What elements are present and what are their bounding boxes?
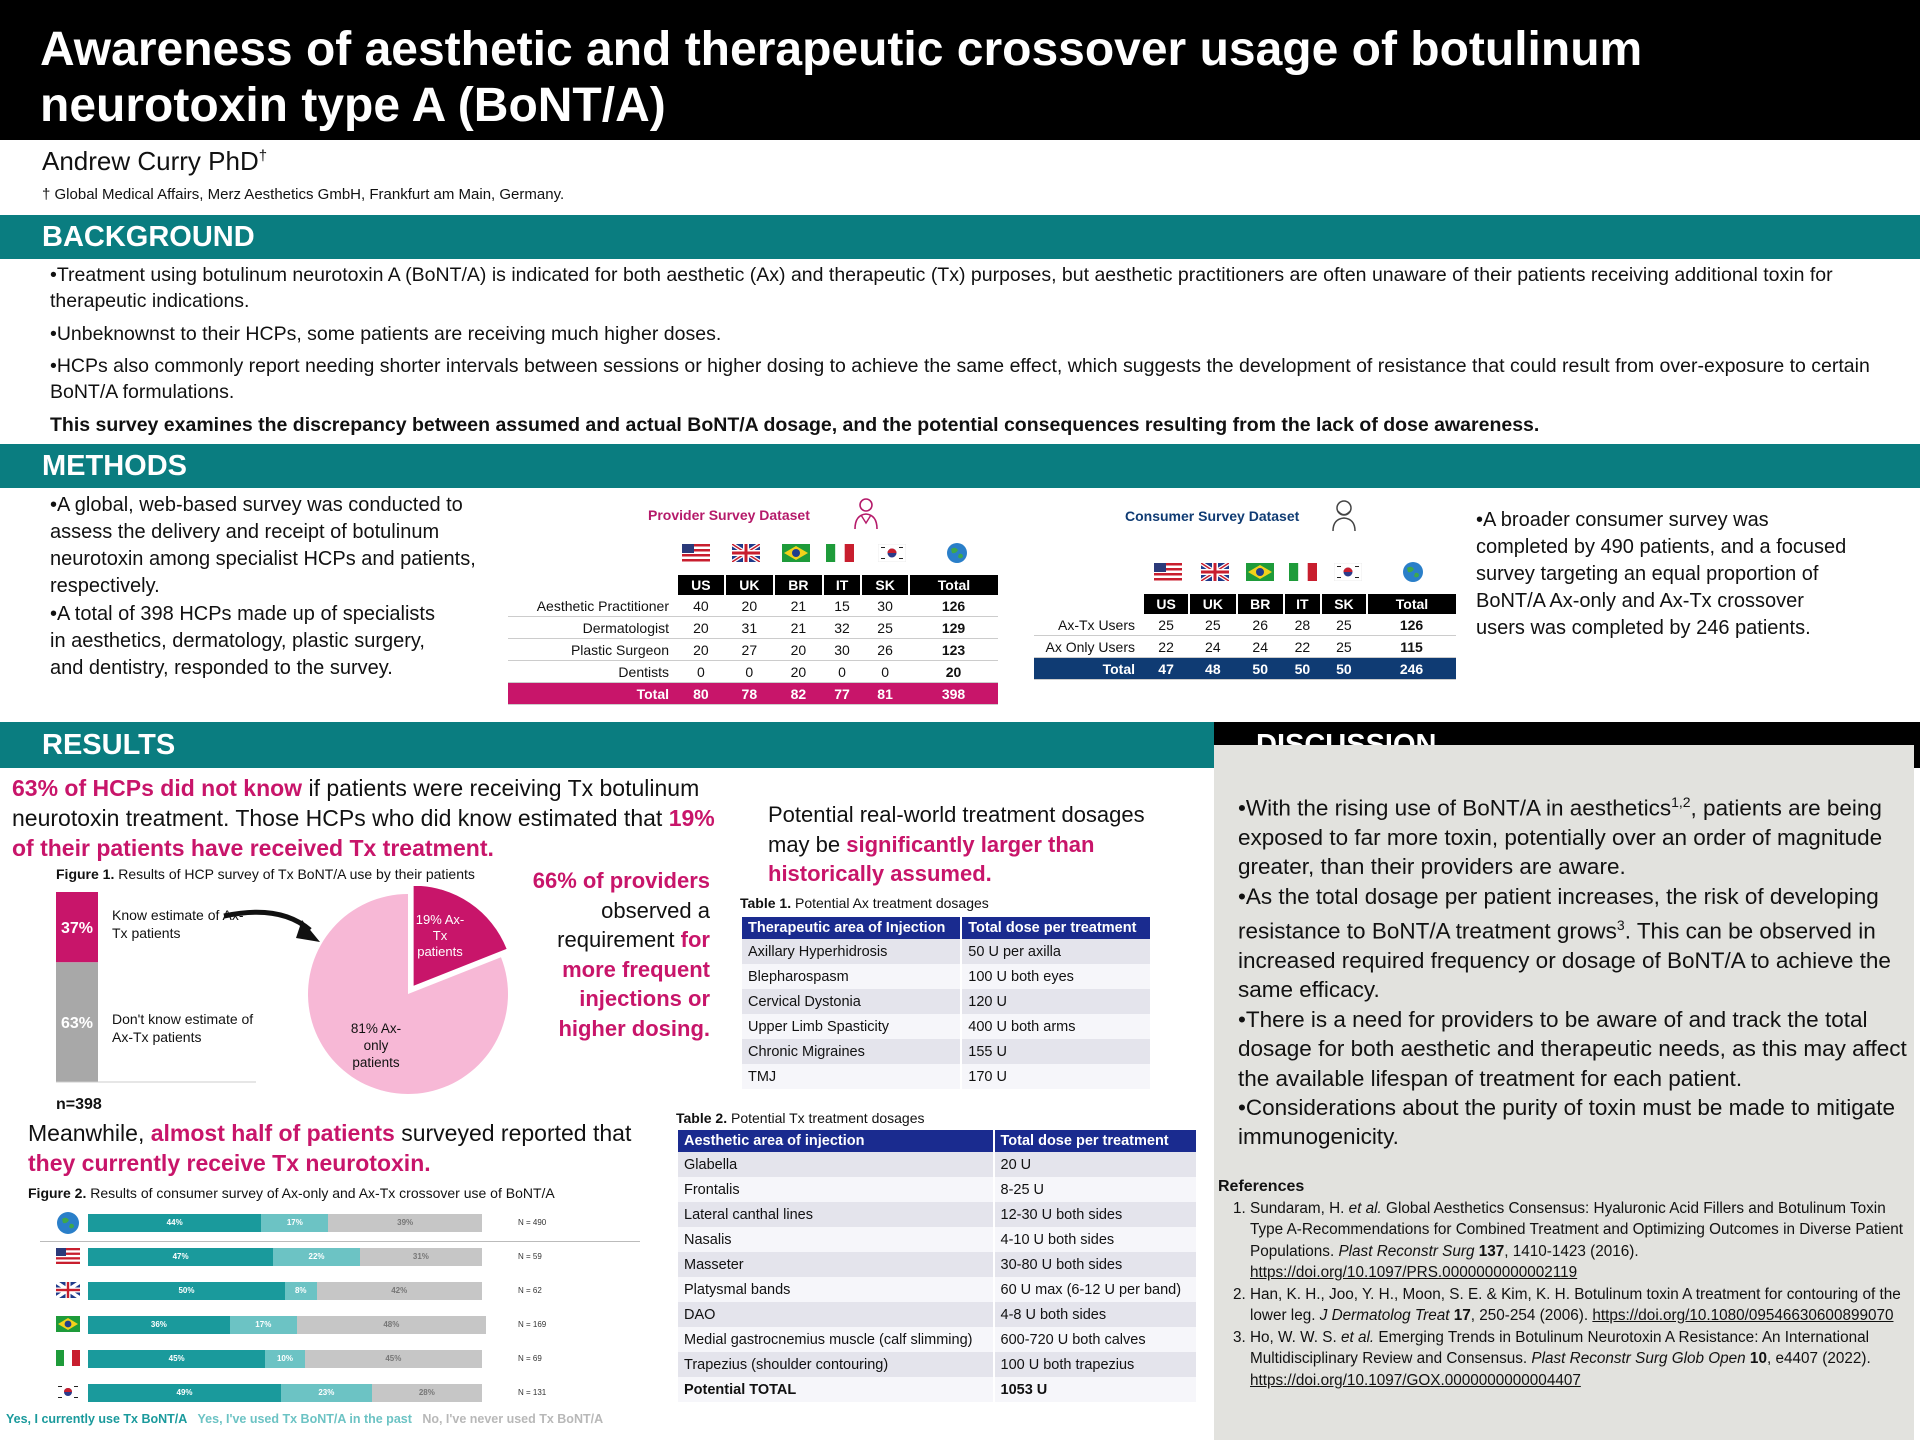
reference-item	[1250, 1198, 1910, 1284]
consumer-cell: 26	[1237, 614, 1284, 636]
headline-highlight-2: 19% of their patients have received Tx treatment.	[12, 805, 715, 861]
author-mark: †	[258, 147, 268, 165]
provider-cell: 20	[677, 617, 725, 639]
table2-label: Table 2.	[676, 1110, 728, 1126]
provider-cell: 398	[909, 683, 998, 705]
ref-doi-link[interactable]: https://doi.org/10.1097/PRS.0000000000002119	[1250, 1264, 1578, 1281]
provider-cell: 82	[774, 683, 823, 705]
fig1-dont-know-label: Don't know estimate of Ax-Tx patients	[112, 1011, 254, 1045]
table2-row	[677, 1227, 1196, 1252]
consumer-cell: 115	[1367, 636, 1456, 658]
table1-cell: 50 U per axilla	[961, 939, 1150, 964]
table2-cell: 30-80 U both sides	[994, 1252, 1197, 1277]
provider-cell: 31	[725, 617, 774, 639]
consumer-cell: 24	[1237, 636, 1284, 658]
consumer-row-label: Ax Only Users	[1034, 636, 1143, 658]
provider-cell: 20	[725, 595, 774, 617]
disc-p2a: •As the total dosage per patient increases, the risk of developing resistance to BoNT/A treatment grows	[1238, 883, 1879, 944]
ref-text: Ho, W. W. S.	[1250, 1328, 1341, 1346]
table1-cell: 100 U both eyes	[961, 964, 1150, 989]
table2-cell: Trapezius (shoulder contouring)	[677, 1352, 994, 1377]
author	[42, 146, 267, 177]
disc-p2b: . This can be observed in increased required frequency or dosage of BoNT/A to achieve the same efficacy.	[1238, 918, 1891, 1003]
ref-text: , 250-254 (2006).	[1470, 1307, 1593, 1324]
flag-kr-icon	[1334, 563, 1362, 586]
ref-text: Global Aesthetics Consensus: Hyaluronic Acid Fillers and Botulinum Toxin Type A-Recommendations for Combined Treatment and Optimizing Outcomes in Diverse Patient Populations.	[1250, 1199, 1903, 1260]
provider-cell: 21	[774, 617, 823, 639]
potential-highlight: significantly larger than historically assumed.	[768, 831, 1095, 886]
ref-journal: J Dermatolog Treat	[1319, 1307, 1450, 1324]
discussion-point-4: •Considerations about the purity of toxin must be made to mitigate immunogenicity.	[1238, 1095, 1895, 1150]
table2-cell: Masseter	[677, 1252, 994, 1277]
table1-header: Total dose per treatment	[961, 917, 1150, 939]
table1-cell: Upper Limb Spasticity	[741, 1014, 961, 1039]
table1-header: Therapeutic area of Injection	[741, 917, 961, 939]
fig2-bar-segment: 48%	[297, 1316, 486, 1334]
table1-row	[741, 1064, 1150, 1089]
headline-highlight: 63% of HCPs did not know	[12, 775, 303, 801]
globe-icon	[56, 1211, 80, 1240]
provider-cell: 0	[823, 661, 861, 683]
provider-cell: 27	[725, 639, 774, 661]
ref-text: Han, K. H., Joo, Y. H., Moon, S. E. & Kim, K. H. Botulinum toxin A treatment for contouring of the lower leg.	[1250, 1285, 1901, 1324]
table2-cell: Potential TOTAL	[677, 1377, 994, 1402]
fig2-bar-segment: 49%	[88, 1384, 281, 1402]
fig2-n-label: N = 169	[518, 1320, 547, 1329]
table2-row	[677, 1202, 1196, 1227]
table1-cell: Chronic Migraines	[741, 1039, 961, 1064]
consumer-cell: 126	[1367, 614, 1456, 636]
methods-consumer-bullet: •A broader consumer survey was completed by 490 patients, and a focused survey targeting an equal proportion of BoNT/A Ax-only and Ax-Tx crossover users was completed by 246 patients.	[1476, 509, 1847, 639]
consumer-cell: 47	[1143, 658, 1189, 680]
consumer-cell: 24	[1189, 636, 1236, 658]
fig1-n: n=398	[56, 1096, 102, 1113]
fig1-bar-know-value: 37%	[60, 920, 94, 938]
col-header: UK	[1189, 594, 1236, 614]
provider-row-label: Dentists	[508, 661, 677, 683]
provider-cell: 0	[725, 661, 774, 683]
table2-caption	[676, 1110, 925, 1126]
consumer-cell: 50	[1284, 658, 1321, 680]
consumer-row	[1034, 636, 1456, 658]
provider-cell: 129	[909, 617, 998, 639]
table1-cell: Cervical Dystonia	[741, 989, 961, 1014]
provider-row	[508, 639, 998, 661]
disc-p1b: , patients are being exposed to far more toxin, potentially over an order of magnitude greater, than their providers are aware.	[1238, 795, 1883, 880]
ref-etal: et al.	[1348, 1199, 1382, 1217]
background-bullet-2: •Unbeknownst to their HCPs, some patients are receiving much higher doses.	[50, 323, 722, 345]
ref-journal: Plast Reconstr Surg Glob Open	[1531, 1350, 1746, 1367]
col-header: IT	[823, 575, 861, 595]
consumer-cell: 48	[1189, 658, 1236, 680]
flag-us-icon	[1154, 563, 1182, 586]
table1-cell: Blepharospasm	[741, 964, 961, 989]
flag-br-icon	[782, 544, 810, 567]
provider-cell: 32	[823, 617, 861, 639]
references-list	[1218, 1198, 1910, 1392]
provider-row	[508, 617, 998, 639]
fig2-bar-segment: 17%	[230, 1316, 297, 1334]
provider-cell: 78	[725, 683, 774, 705]
affiliation: † Global Medical Affairs, Merz Aesthetics GmbH, Frankfurt am Main, Germany.	[42, 186, 565, 203]
flag-us-icon	[56, 1248, 80, 1269]
background-bullet-3: •HCPs also commonly report needing shorter intervals between sessions or higher dosing to achieve the same effect, which suggests the development of resistance that could result from over-exposure to certain BoNT/A formulations.	[50, 355, 1870, 403]
table2-cell: 60 U max (6-12 U per band)	[994, 1277, 1197, 1302]
results-heading: RESULTS	[0, 722, 1214, 768]
table1-row	[741, 989, 1150, 1014]
ref-etal: et al.	[1340, 1328, 1375, 1346]
table2-row	[677, 1327, 1196, 1352]
table2-cell: 600-720 U both calves	[994, 1327, 1197, 1352]
provider-row-label: Aesthetic Practitioner	[508, 595, 677, 617]
table2-row	[677, 1302, 1196, 1327]
fig2-bar-segment: 45%	[88, 1350, 265, 1368]
legend-past: Yes, I've used Tx BoNT/A in the past	[197, 1412, 412, 1426]
provider-row-label: Plastic Surgeon	[508, 639, 677, 661]
provider-cell: 80	[677, 683, 725, 705]
fig2-bar-segment: 47%	[88, 1248, 273, 1266]
table2-row	[677, 1352, 1196, 1377]
table1-cell: 400 U both arms	[961, 1014, 1150, 1039]
provider-dataset-title: Provider Survey Dataset	[648, 507, 810, 523]
table2-cell: 4-10 U both sides	[994, 1227, 1197, 1252]
figure1-caption-text: Results of HCP survey of Tx BoNT/A use by their patients	[114, 866, 475, 882]
figure2-chart	[0, 0, 1, 1]
table2-caption-text: Potential Tx treatment dosages	[727, 1110, 925, 1126]
methods-bullet-1: •A global, web-based survey was conducted to assess the delivery and receipt of botulinum neurotoxin among specialist HCPs and patients, respectively.	[50, 494, 476, 597]
globe-icon	[1402, 561, 1424, 588]
provider-cell: 20	[774, 639, 823, 661]
consumer-cell: 25	[1321, 614, 1367, 636]
consumer-cell: 22	[1284, 636, 1321, 658]
table2-cell: Glabella	[677, 1152, 994, 1177]
fig2-n-label: N = 59	[518, 1252, 542, 1261]
disc-p1a: •With the rising use of BoNT/A in aesthetics	[1238, 795, 1672, 821]
table1-cell: 120 U	[961, 989, 1150, 1014]
provider-cell: 21	[774, 595, 823, 617]
provider-cell: 20	[909, 661, 998, 683]
flag-kr-icon	[56, 1384, 80, 1405]
ref-text: , 1410-1423 (2016).	[1504, 1242, 1639, 1260]
flag-kr-icon	[878, 544, 906, 567]
globe-icon	[946, 542, 968, 569]
poster-title: Awareness of aesthetic and therapeutic crossover usage of botulinum neurotoxin type A (BoNT/A)	[40, 23, 1643, 132]
provider-cell: 15	[823, 595, 861, 617]
discussion-point-1	[1238, 788, 1908, 882]
consumer-cell: 22	[1143, 636, 1189, 658]
discussion-text	[1238, 788, 1908, 1152]
fig1-know-label: Know estimate of Ax-Tx patients	[112, 907, 244, 941]
fig2-n-label: N = 490	[518, 1218, 547, 1227]
col-header: US	[677, 575, 725, 595]
fig2-bar-segment: 36%	[88, 1316, 230, 1334]
provider-cell: 25	[861, 617, 909, 639]
flag-br-icon	[1246, 563, 1274, 586]
provider-cell: 77	[823, 683, 861, 705]
provider-cell: 0	[861, 661, 909, 683]
ref-text: , e4407 (2022).	[1766, 1350, 1871, 1367]
meanwhile-a: Meanwhile,	[28, 1120, 151, 1146]
provider-cell: 123	[909, 639, 998, 661]
table1-row	[741, 1039, 1150, 1064]
flag-uk-icon	[732, 544, 760, 567]
meanwhile-highlight-2: they currently receive Tx neurotoxin.	[28, 1150, 431, 1176]
side-for: for	[680, 927, 710, 952]
fig2-bar-segment: 17%	[261, 1214, 328, 1232]
consumer-cell: 28	[1284, 614, 1321, 636]
fig2-bar-segment: 42%	[317, 1282, 482, 1300]
flag-uk-icon	[1201, 563, 1229, 586]
disc-p1-sup: 1,2	[1671, 794, 1691, 810]
headline-text: if patients were receiving Tx botulinum neurotoxin treatment. Those HCPs who did know estimated that	[12, 775, 700, 831]
table2-cell: 8-25 U	[994, 1177, 1197, 1202]
ref-text: Sundaram, H.	[1250, 1199, 1349, 1217]
fig2-n-label: N = 131	[518, 1388, 547, 1397]
consumer-table	[1034, 594, 1456, 680]
table2-cell: 100 U both trapezius	[994, 1352, 1197, 1377]
legend-never: No, I've never used Tx BoNT/A	[422, 1412, 604, 1426]
legend-current: Yes, I currently use Tx BoNT/A	[6, 1412, 188, 1426]
provider-table	[508, 575, 998, 705]
provider-row-label: Total	[508, 683, 677, 705]
table1-cell: 155 U	[961, 1039, 1150, 1064]
ref-volume: 17	[1449, 1307, 1471, 1324]
fig1-bar-dont-know-value: 63%	[60, 1015, 94, 1033]
table2-cell: 20 U	[994, 1152, 1197, 1177]
table1-caption-text: Potential Ax treatment dosages	[791, 895, 989, 911]
fig2-bar-segment: 45%	[305, 1350, 482, 1368]
table1-cell: 170 U	[961, 1064, 1150, 1089]
figure2-label: Figure 2.	[28, 1185, 87, 1201]
references-heading: References	[1218, 1178, 1305, 1195]
flag-uk-icon	[56, 1282, 80, 1303]
doctor-icon	[852, 496, 880, 530]
table2-header: Aesthetic area of injection	[677, 1130, 994, 1152]
methods-heading: METHODS	[0, 444, 1920, 488]
table2-cell: Medial gastrocnemius muscle (calf slimming)	[677, 1327, 994, 1352]
fig2-bar-segment: 39%	[328, 1214, 482, 1232]
col-header: UK	[725, 575, 774, 595]
consumer-cell: 246	[1367, 658, 1456, 680]
provider-cell: 30	[861, 595, 909, 617]
col-header: IT	[1284, 594, 1321, 614]
table2-header: Total dose per treatment	[994, 1130, 1197, 1152]
provider-row	[508, 683, 998, 705]
table2-cell: Frontalis	[677, 1177, 994, 1202]
meanwhile-text	[28, 1118, 668, 1178]
col-header: SK	[1321, 594, 1367, 614]
disc-p2-sup: 3	[1616, 917, 1625, 934]
ref-volume: 137	[1474, 1242, 1505, 1260]
table2-row	[677, 1377, 1196, 1402]
fig2-bar-segment: 50%	[88, 1282, 285, 1300]
methods-bullet-2: •A total of 398 HCPs made up of specialists in aesthetics, dermatology, plastic surgery, and dentistry, responded to the survey.	[50, 603, 435, 679]
figure1-label: Figure 1.	[56, 866, 115, 882]
col-header: SK	[861, 575, 909, 595]
provider-cell: 20	[774, 661, 823, 683]
col-header: Total	[1367, 594, 1456, 614]
table1-cell: Axillary Hyperhidrosis	[741, 939, 961, 964]
providers-observation	[520, 866, 710, 1043]
flag-it-icon	[1289, 563, 1317, 586]
consumer-cell: 25	[1321, 636, 1367, 658]
table1-row	[741, 939, 1150, 964]
table2-row	[677, 1252, 1196, 1277]
col-header: BR	[774, 575, 823, 595]
fig2-bar-segment: 28%	[372, 1384, 482, 1402]
references	[1218, 1176, 1910, 1391]
pie-large-label: 81% Ax-only patients	[350, 1021, 402, 1070]
ref-doi-link[interactable]: https://doi.org/10.1080/09546630600899070	[1592, 1307, 1894, 1324]
flag-it-icon	[56, 1350, 80, 1371]
table2-cell: 4-8 U both sides	[994, 1302, 1197, 1327]
col-header: US	[1143, 594, 1189, 614]
results-headline	[12, 773, 732, 863]
discussion-point-3: •There is a need for providers to be aware of and track the total dosage for both aesthetic and therapeutic needs, as this may affect the available lifespan of treatment for each patient.	[1238, 1006, 1907, 1091]
background-bullet-1: •Treatment using botulinum neurotoxin A (BoNT/A) is indicated for both aesthetic (Ax) and therapeutic (Tx) purposes, but aesthetic practitioners are often unaware of their patients receiving additional toxin for therapeutic indications.	[50, 264, 1833, 312]
provider-cell: 40	[677, 595, 725, 617]
table1-caption	[740, 895, 989, 911]
fig2-bar-segment: 10%	[265, 1350, 304, 1368]
potential-dosages	[768, 800, 1168, 889]
table2-cell: 12-30 U both sides	[994, 1202, 1197, 1227]
provider-row	[508, 661, 998, 683]
table2-row	[677, 1177, 1196, 1202]
consumer-row-label: Ax-Tx Users	[1034, 614, 1143, 636]
fig2-divider	[40, 1241, 640, 1242]
meanwhile-highlight: almost half of patients	[150, 1120, 395, 1146]
author-name: Andrew Curry PhD	[42, 146, 259, 176]
provider-cell: 0	[677, 661, 725, 683]
consumer-row	[1034, 658, 1456, 680]
discussion-point-2	[1238, 882, 1908, 1005]
side-highlight: 66% of providers	[532, 868, 710, 893]
fig2-bar-segment: 8%	[285, 1282, 317, 1300]
figure2-caption-text: Results of consumer survey of Ax-only and Ax-Tx crossover use of BoNT/A	[86, 1185, 555, 1201]
background-statement: This survey examines the discrepancy between assumed and actual BoNT/A dosage, and the potential consequences resulting from the lack of dose awareness.	[50, 414, 1540, 436]
table2	[676, 1130, 1196, 1402]
provider-cell: 30	[823, 639, 861, 661]
flag-us-icon	[682, 544, 710, 567]
col-header: Total	[909, 575, 998, 595]
provider-cell: 81	[861, 683, 909, 705]
patient-icon	[1328, 498, 1360, 532]
fig2-bar-segment: 23%	[281, 1384, 372, 1402]
reference-item	[1250, 1327, 1910, 1392]
table2-cell: Nasalis	[677, 1227, 994, 1252]
table2-cell: Platysmal bands	[677, 1277, 994, 1302]
ref-doi-link[interactable]: https://doi.org/10.1097/GOX.0000000000004407	[1250, 1371, 1581, 1389]
consumer-cell: 50	[1321, 658, 1367, 680]
table2-row	[677, 1152, 1196, 1177]
fig2-n-label: N = 69	[518, 1354, 542, 1363]
consumer-cell: 25	[1143, 614, 1189, 636]
provider-cell: 126	[909, 595, 998, 617]
table2-row	[677, 1277, 1196, 1302]
consumer-dataset-title: Consumer Survey Dataset	[1125, 508, 1300, 524]
table2-cell: DAO	[677, 1302, 994, 1327]
table1-row	[741, 964, 1150, 989]
table1-label: Table 1.	[740, 895, 792, 911]
table2-cell: 1053 U	[994, 1377, 1197, 1402]
consumer-row	[1034, 614, 1456, 636]
table1	[740, 917, 1150, 1089]
side-text: observed a requirement	[557, 897, 710, 952]
ref-journal: Plast Reconstr Surg	[1338, 1242, 1475, 1260]
fig2-bar-segment: 31%	[360, 1248, 482, 1266]
provider-row	[508, 595, 998, 617]
background-heading: BACKGROUND	[0, 215, 1920, 259]
fig2-bar-segment: 44%	[88, 1214, 261, 1232]
figure2-caption	[28, 1185, 555, 1201]
table1-cell: TMJ	[741, 1064, 961, 1089]
side-highlight-2: more frequent injections or higher dosing.	[558, 956, 710, 1041]
figure2-legend	[6, 1412, 666, 1426]
table1-row	[741, 1014, 1150, 1039]
col-header: BR	[1237, 594, 1284, 614]
provider-cell: 26	[861, 639, 909, 661]
pie-small-label: 19% Ax-Tx patients	[415, 912, 465, 959]
provider-row-label: Dermatologist	[508, 617, 677, 639]
flag-it-icon	[826, 544, 854, 567]
reference-item	[1250, 1284, 1910, 1327]
table2-cell: Lateral canthal lines	[677, 1202, 994, 1227]
fig2-bar-segment: 22%	[273, 1248, 360, 1266]
meanwhile-c: surveyed reported that	[394, 1120, 632, 1146]
ref-text: Emerging Trends in Botulinum Neurotoxin A Resistance: An International Multidisciplinary Review and Consensus.	[1250, 1328, 1870, 1367]
consumer-cell: 50	[1237, 658, 1284, 680]
ref-volume: 10	[1745, 1350, 1767, 1367]
potential-text: Potential real-world treatment dosages may be	[768, 802, 1145, 857]
fig2-n-label: N = 62	[518, 1286, 542, 1295]
consumer-cell: 25	[1189, 614, 1236, 636]
figure1-caption	[56, 866, 475, 882]
provider-cell: 20	[677, 639, 725, 661]
consumer-row-label: Total	[1034, 658, 1143, 680]
flag-br-icon	[56, 1316, 80, 1337]
